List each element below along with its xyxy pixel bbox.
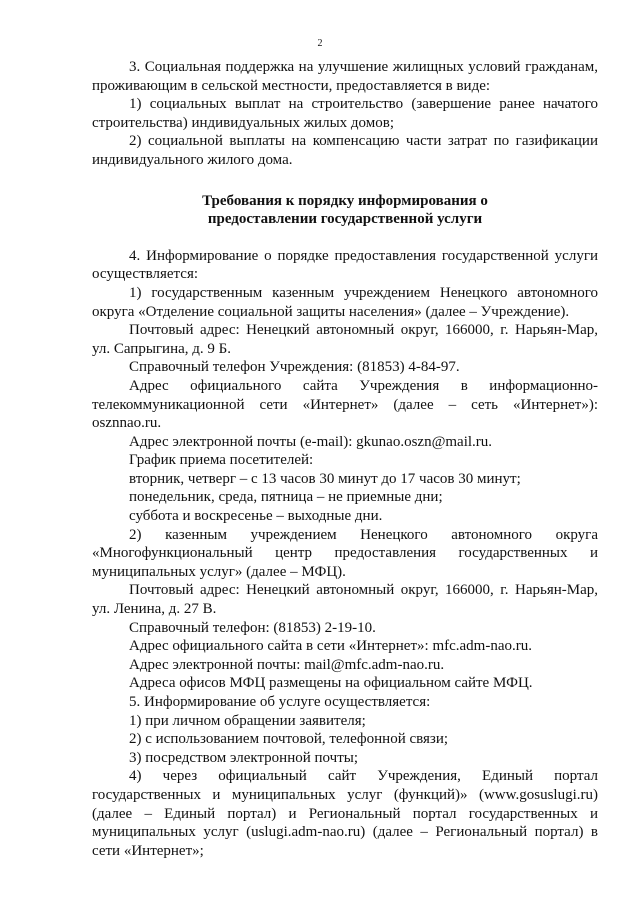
section-heading-line: предоставлении государственной услуги <box>207 211 483 228</box>
paragraph: Почтовый адрес: Ненецкий автономный округ, 166000, г. Нарьян-Мар, ул. Сапрыгина, д. 9 Б. <box>92 322 598 357</box>
paragraph: Адрес электронной почты: mail@mfc.adm-nao.ru. <box>129 656 445 673</box>
paragraph: 4. Информирование о порядке предоставления государственной услуги осуществляется: <box>92 247 598 283</box>
section-heading <box>92 192 598 229</box>
page-number: 2 <box>317 38 323 49</box>
paragraph: 4) через официальный сайт Учреждения, Единый портал государственных и муниципальных услуг (функций)» (www.gosuslugi.ru) (далее – Единый портал) и Региональный портал государственных и муниципальных услуг (uslugi.adm-nao.ru) (далее – Региональный портал) в сети «Интернет»; <box>92 768 598 859</box>
paragraph: 1) социальных выплат на строительство (завершение ранее начатого строительства) индивидуальных жилых домов; <box>92 96 598 131</box>
paragraph: Справочный телефон: (81853) 2-19-10. <box>129 619 376 636</box>
paragraph: суббота и воскресенье – выходные дни. <box>129 508 383 525</box>
paragraph: 2) казенным учреждением Ненецкого автономного округа «Многофункциональный центр предоставления государственных и муниципальных услуг» (далее – МФЦ). <box>92 526 598 580</box>
paragraph: 3) посредством электронной почты; <box>129 749 358 766</box>
paragraph: вторник, четверг – с 13 часов 30 минут до 17 часов 30 минут; <box>129 470 521 487</box>
paragraph: 5. Информирование об услуге осуществляется: <box>129 694 431 710</box>
paragraph: 1) при личном обращении заявителя; <box>129 712 366 729</box>
paragraph: Адрес электронной почты (e-mail): gkunao.oszn@mail.ru. <box>129 433 493 450</box>
paragraph: Адрес официального сайта в сети «Интернет»: mfc.adm-nao.ru. <box>129 638 532 655</box>
paragraph: График приема посетителей: <box>129 452 314 469</box>
paragraph: Почтовый адрес: Ненецкий автономный округ, 166000, г. Нарьян-Мар, ул. Ленина, д. 27 В. <box>92 582 598 618</box>
paragraph: понедельник, среда, пятница – не приемные дни; <box>129 489 443 506</box>
section-heading-line: Требования к порядку информирования о <box>202 192 488 209</box>
paragraph: Адреса офисов МФЦ размещены на официальном сайте МФЦ. <box>129 675 533 692</box>
paragraph: 3. Социальная поддержка на улучшение жилищных условий гражданам, проживающим в сельской местности, предоставляется в виде: <box>92 59 598 94</box>
paragraph: 2) социальной выплаты на компенсацию части затрат по газификации индивидуального жилого дома. <box>92 133 598 168</box>
document-body <box>92 58 598 860</box>
paragraph: Адрес официального сайта Учреждения в информационно-телекоммуникационной сети «Интернет» (далее – сеть «Интернет»): osznnao.ru. <box>92 377 598 432</box>
paragraph: Справочный телефон Учреждения: (81853) 4-84-97. <box>129 359 460 376</box>
paragraph: 2) с использованием почтовой, телефонной связи; <box>129 731 449 748</box>
paragraph: 1) государственным казенным учреждением Ненецкого автономного округа «Отделение социальной защиты населения» (далее – Учреждение). <box>92 284 598 320</box>
